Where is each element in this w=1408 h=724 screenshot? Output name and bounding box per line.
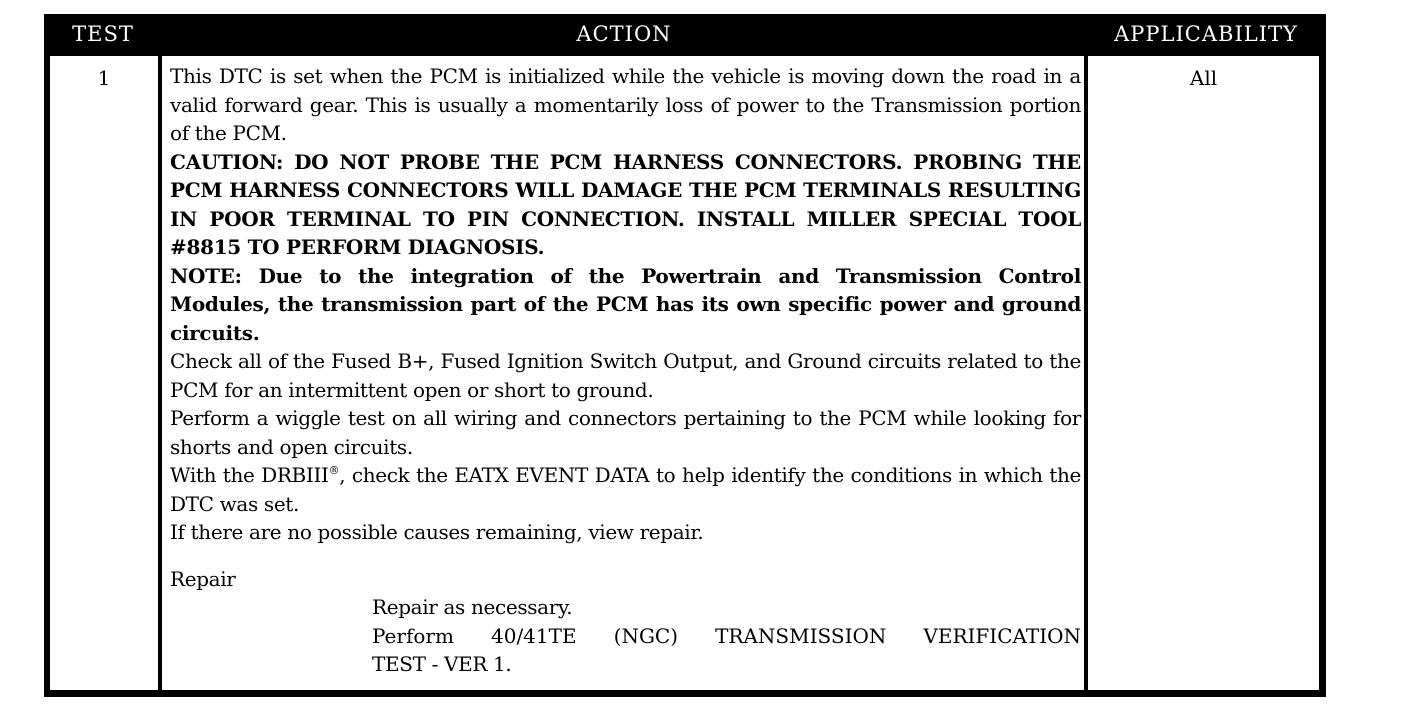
registered-mark: ® (328, 464, 340, 477)
repair-step-2: Perform 40/41TE (NGC) TRANSMISSION VERIFICATION (372, 623, 1081, 648)
check-paragraph: Check all of the Fused B+, Fused Ignition Switch Output, and Ground circuits related to the PCM for an intermittent open or short to ground. (170, 349, 1081, 402)
repair-step-2-cont: TEST - VER 1. (372, 652, 512, 676)
wiggle-paragraph: Perform a wiggle test on all wiring and connectors pertaining to the PCM while looking for shorts and open circuits. (170, 406, 1081, 459)
applicability-value: All (1189, 66, 1218, 90)
header-applicability: APPLICABILITY (1114, 22, 1298, 46)
test-number: 1 (97, 66, 111, 90)
repair-label: Repair (170, 566, 236, 591)
test-cell (50, 56, 158, 690)
diagnostic-table (44, 14, 1326, 697)
drb-paragraph (170, 461, 1081, 518)
repair-steps (372, 593, 1081, 679)
drb-suffix: , check the EATX EVENT DATA to help identify the conditions in which the DTC was set. (170, 463, 1081, 516)
header-action: ACTION (576, 22, 672, 46)
applicability-cell (1088, 56, 1319, 690)
note-paragraph: NOTE: Due to the integration of the Powertrain and Transmission Control Modules, the transmission part of the PCM has its own specific power and ground circuits. (170, 263, 1081, 345)
drb-prefix: With the DRBIII (170, 463, 329, 487)
header-test: TEST (72, 22, 134, 46)
caution-paragraph: CAUTION: DO NOT PROBE THE PCM HARNESS CONNECTORS. PROBING THE PCM HARNESS CONNECTORS WILL DAMAGE THE PCM TERMINALS RESULTING IN POOR TERMINAL TO PIN CONNECTION. INSTALL MILLER SPECIAL TOOL #8815 TO PERFORM DIAGNOSIS. (170, 149, 1081, 259)
intro-paragraph: This DTC is set when the PCM is initialized while the vehicle is moving down the road in a valid forward gear. This is usually a momentarily loss of power to the Transmission portion of the PCM. (170, 64, 1081, 145)
repair-step-1: Repair as necessary. (372, 595, 573, 619)
action-text (170, 62, 1081, 679)
no-causes-paragraph: If there are no possible causes remaining, view repair. (170, 520, 704, 544)
action-cell (162, 56, 1084, 690)
